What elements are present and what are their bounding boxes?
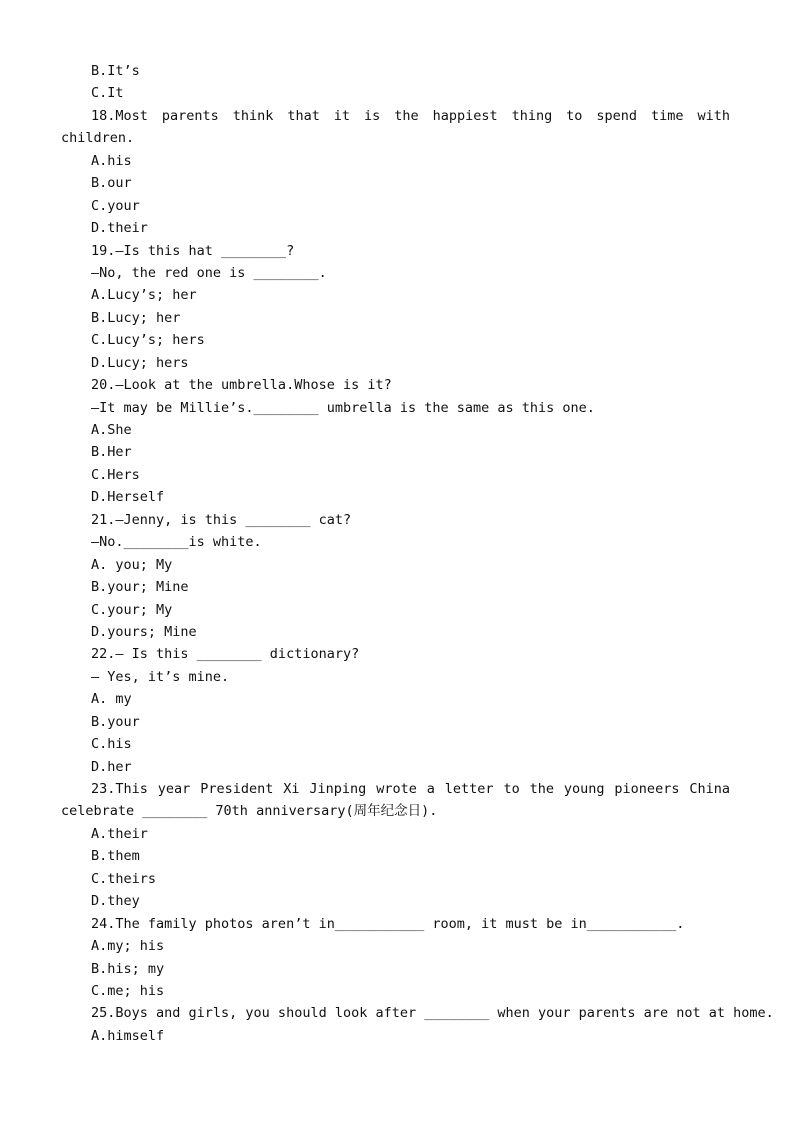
question-text: —No.________is white. — [91, 534, 262, 551]
question-text: —It may be Millie’s.________ umbrella is the same as this one. — [91, 399, 595, 416]
answer-option: B.them — [91, 848, 140, 865]
answer-option: D.yours; Mine — [91, 623, 197, 640]
answer-option: B.Lucy; her — [91, 309, 181, 326]
question-text: 22.— Is this ________ dictionary? — [91, 646, 360, 663]
question-text: 25.Boys and girls, you should look after ________ when your parents are not at home. — [91, 1005, 774, 1022]
answer-option: A.Lucy’s; her — [91, 287, 197, 304]
answer-option: D.Lucy; hers — [91, 354, 189, 371]
answer-option: C.your; My — [91, 601, 173, 618]
answer-option: B.our — [91, 175, 132, 192]
question-text: — Yes, it’s mine. — [91, 668, 230, 685]
answer-option: D.their — [91, 220, 148, 237]
answer-option: B.his; my — [91, 960, 165, 977]
answer-option: C.your — [91, 197, 140, 214]
question-text: 23.This year President Xi Jinping wrote a letter to the young pioneers China — [91, 781, 730, 797]
answer-option: B.It’s — [91, 63, 140, 79]
answer-option: A.my; his — [91, 938, 165, 955]
answer-option: A.She — [91, 422, 132, 438]
answer-option: C.Lucy’s; hers — [91, 332, 205, 349]
answer-option: C.It — [91, 85, 124, 102]
answer-option: D.they — [91, 893, 140, 910]
answer-option: C.Hers — [91, 466, 140, 483]
answer-option: A.himself — [91, 1027, 165, 1044]
answer-option: A.his — [91, 152, 132, 169]
answer-option: A. my — [91, 691, 132, 708]
answer-option: C.me; his — [91, 982, 165, 999]
answer-option: A.their — [91, 825, 148, 842]
question-text: 20.—Look at the umbrella.Whose is it? — [91, 377, 392, 394]
question-text: 19.—Is this hat ________? — [91, 242, 295, 259]
answer-option: D.Herself — [91, 489, 165, 506]
answer-option: B.Her — [91, 444, 132, 461]
question-text: 24.The family photos aren’t in___________ room, it must be in___________. — [91, 915, 685, 932]
question-text: 18.Most parents think that it is the happiest thing to spend time with — [91, 107, 730, 124]
question-text: 21.—Jenny, is this ________ cat? — [91, 511, 352, 528]
answer-option: B.your; Mine — [91, 579, 189, 596]
question-text: —No, the red one is ________. — [91, 264, 327, 281]
answer-option: D.her — [91, 758, 132, 775]
answer-option: C.theirs — [91, 870, 157, 887]
answer-option: B.your — [91, 713, 140, 730]
question-continuation: celebrate ________ 70th anniversary(周年纪念日). — [61, 803, 438, 820]
answer-option: A. you; My — [91, 556, 173, 573]
question-continuation: children. — [61, 130, 135, 147]
answer-option: C.his — [91, 736, 132, 753]
exam-page — [0, 60, 794, 1047]
